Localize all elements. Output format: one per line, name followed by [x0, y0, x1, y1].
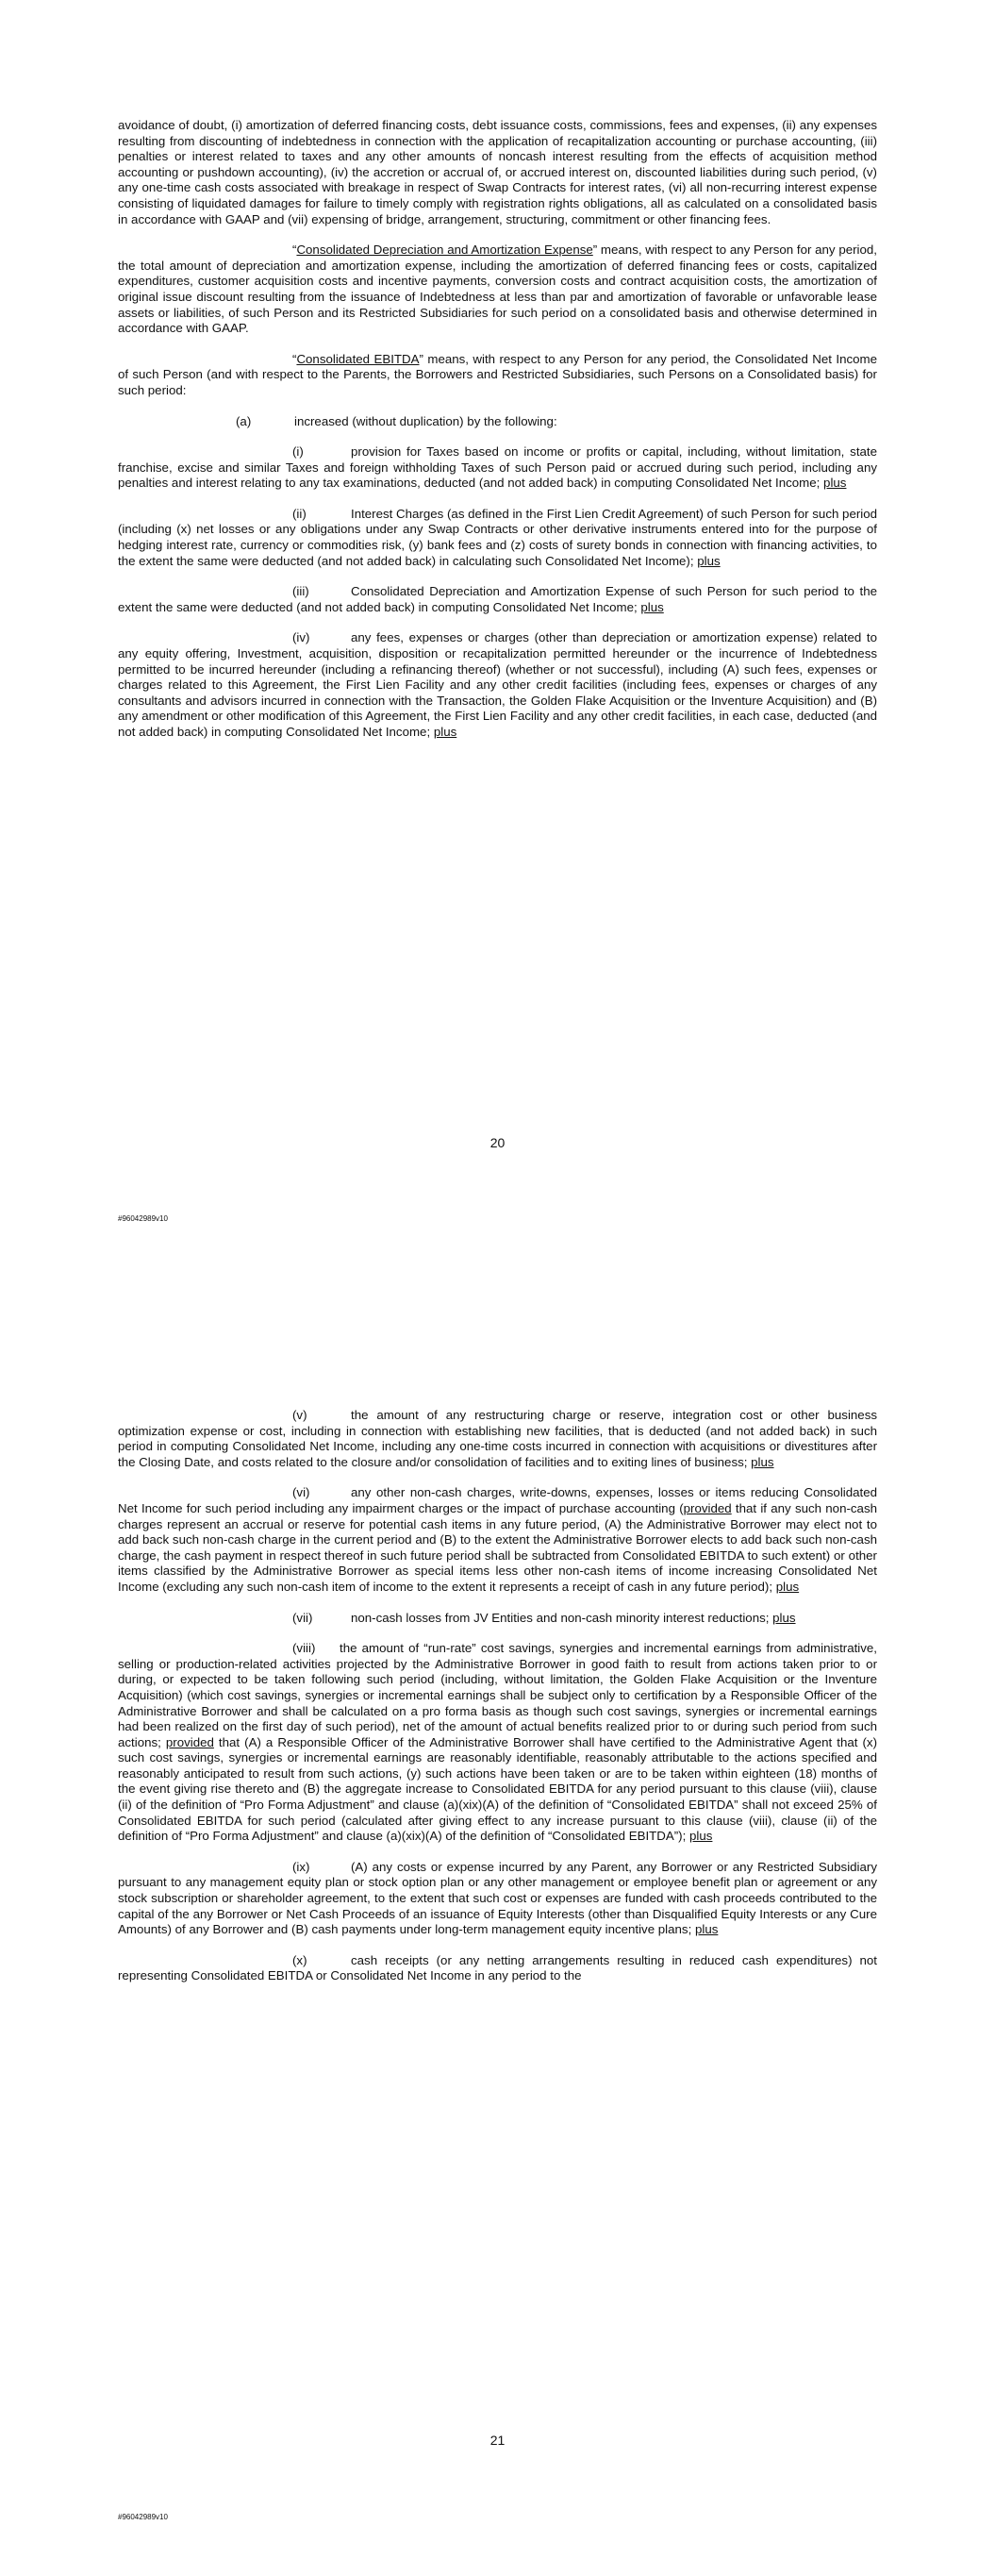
clause-label: (vi)	[292, 1485, 310, 1500]
defined-term: Consolidated EBITDA	[296, 351, 420, 366]
clause-label: (iii)	[292, 584, 309, 599]
definition-consolidated-depreciation: “Consolidated Depreciation and Amortization Expense” means, with respect to any Person for any period, the total amount of depreciation and amortization expense, including the amortization of deferred financing fees or costs, capitalized expenditures, customer acquisition costs and incentive payments, conversion costs and contract acquisition costs, the amortization of original issue discount resulting from the issuance of Indebtedness at less than par and amortization of favorable or unfavorable lease assets or liabilities, of such Person and its Restricted Subsidiaries for such period on a consolidated basis and otherwise determined in accordance with GAAP.	[118, 243, 877, 336]
clause-a: (a) increased (without duplication) by the following:	[236, 413, 557, 428]
clause-iii: (iii) Consolidated Depreciation and Amortization Expense of such Person for such period to the extent the same were deducted (and not added back) in computing Consolidated Net Income; plus	[118, 584, 877, 614]
clause-label: (v)	[292, 1408, 307, 1422]
definition-consolidated-ebitda: “Consolidated EBITDA” means, with respect to any Person for any period, the Consolidated Net Income of such Person (and with respect to the Parents, the Borrowers and Restricted Subsidiaries, such Persons on a Consolidated basis) for such period:	[118, 351, 877, 397]
clause-label: (ii)	[292, 506, 307, 521]
clause-iv: (iv) any fees, expenses or charges (other than depreciation or amortization expense) related to any equity offering, Investment, acquisition, disposition or recapitalization permitted hereunder or the incurrence of Indebtedness permitted to be incurred hereunder (including a refinancing thereof) (whether or not successful), including (A) such fees, expenses or charges related to this Agreement, the First Lien Facility and any other credit facilities (including fees, expenses or charges of any consultants and advisors incurred in connection with the Transaction, the Golden Flake Acquisition or the Inventure Acquisition) and (B) any amendment or other modification of this Agreement, the First Lien Facility and any other credit facilities, in each case, deducted (and not added back) in computing Consolidated Net Income; plus	[118, 630, 877, 739]
document-footer-id: #96042989v10	[118, 2513, 168, 2521]
document-footer-id: #96042989v10	[118, 1214, 168, 1223]
clause-label: (a)	[236, 413, 252, 428]
clause-label: (i)	[292, 444, 304, 460]
clause-label: (ix)	[292, 1859, 310, 1874]
defined-term: Consolidated Depreciation and Amortization Expense	[296, 243, 593, 258]
clause-label: (iv)	[292, 630, 310, 645]
paragraph-avoidance-of-doubt: avoidance of doubt, (i) amortization of deferred financing costs, debt issuance costs, commissions, fees and expenses, (ii) any expenses resulting from discounting of indebtedness in connection with the application of recapitalization accounting or purchase accounting, (iii) penalties or interest related to taxes and any other amounts of noncash interest resulting from the effects of acquisition method accounting or pushdown accounting), (iv) the accretion or accrual of, or accrued interest on, discounted liabilities during such period, (v) any one-time cash costs associated with breakage in respect of Swap Contracts for interest rates, (vi) all non-recurring interest expense consisting of liquidated damages for failure to timely comply with registration rights obligations, all as calculated on a consolidated basis in accordance with GAAP and (vii) expensing of bridge, arrangement, structuring, commitment or other financing fees.	[118, 118, 877, 226]
page-number: 20	[489, 1135, 506, 1150]
clause-ix: (ix) (A) any costs or expense incurred by any Parent, any Borrower or any Restricted Subsidiary pursuant to any management equity plan or stock option plan or any other management or employee benefit plan or agreement or any stock subscription or shareholder agreement, to the extent that such cost or expenses are funded with cash proceeds contributed to the capital of the any Borrower or Net Cash Proceeds of an issuance of Equity Interests (other than Disqualified Equity Interests or any Cure Amounts) of any Borrower and (B) cash payments under long-term management equity incentive plans; plus	[118, 1859, 877, 1937]
clause-ii: (ii) Interest Charges (as defined in the First Lien Credit Agreement) of such Person for such period (including (x) net losses or any obligations under any Swap Contracts or other derivative instruments entered into for the purpose of hedging interest rate, currency or commodities risk, (y) bank fees and (z) costs of surety bonds in connection with financing activities, to the extent the same were deducted (and not added back) in calculating such Consolidated Net Income); plus	[118, 506, 878, 568]
clause-label: (viii)	[292, 1641, 316, 1656]
page-21-body	[118, 1408, 877, 1999]
page-20-body	[118, 118, 877, 756]
clause-i: (i) provision for Taxes based on income or profits or capital, including, without limitation, state franchise, excise and similar Taxes and foreign withholding Taxes of such Person paid or accrued during such period, including any penalties and interest relating to any tax examinations, deducted (and not added back) in computing Consolidated Net Income; plus	[118, 444, 877, 491]
page-number: 21	[489, 2433, 506, 2448]
clause-vi: (vi) any other non-cash charges, write-downs, expenses, losses or items reducing Consolidated Net Income for such period including any impairment charges or the impact of purchase accounting (provided that if any such non-cash charges represent an accrual or reserve for potential cash items in any future period, (A) the Administrative Borrower may elect not to add back such non-cash charge in the current period and (B) to the extent the Administrative Borrower elects to add back such non-cash charge, the cash payment in respect thereof in such future period shall be subtracted from Consolidated EBITDA to such extent) or other items classified by the Administrative Borrower as special items less other non-cash items of income increasing Consolidated Net Income (excluding any such non-cash item of income to the extent it represents a receipt of cash in any future period); plus	[118, 1485, 877, 1594]
clause-v: (v) the amount of any restructuring charge or reserve, integration cost or other business optimization expense or cost, including in connection with establishing new facilities, that is deducted (and not added back) in such period in computing Consolidated Net Income, including any one-time costs incurred in connection with acquisitions or divestitures after the Closing Date, and costs related to the closure and/or consolidation of facilities and to exiting lines of business; plus	[118, 1408, 877, 1469]
clause-label: (vii)	[292, 1610, 313, 1625]
clause-label: (x)	[292, 1952, 307, 1967]
clause-viii: (viii) the amount of “run-rate” cost savings, synergies and incremental earnings from administrative, selling or production-related activities projected by the Administrative Borrower in good faith to result from actions taken prior to or during, or expected to be taken following such period (including, without limitation, the Golden Flake Acquisition or the Inventure Acquisition) (which cost savings, synergies or incremental earnings shall be subject only to certification by a Responsible Officer of the Administrative Borrower and shall be calculated on a pro forma basis as though such cost savings, synergies or incremental earnings had been realized on the first day of such period), net of the amount of actual benefits realized prior to or during such period from such actions; provided that (A) a Responsible Officer of the Administrative Borrower shall have certified to the Administrative Agent that (x) such cost savings, synergies or incremental earnings are reasonably identifiable, reasonably attributable to the actions specified and reasonably anticipated to result from such actions, (y) such actions have been taken or are to be taken within eighteen (18) months of the event giving rise thereto and (B) the aggregate increase to Consolidated EBITDA for any period pursuant to this clause (viii), clause (ii) of the definition of “Pro Forma Adjustment” and clause (a)(xix)(A) of the definition of “Consolidated EBITDA” shall not exceed 25% of Consolidated EBITDA for such period (calculated after giving effect to any increase pursuant to this clause (viii), clause (ii) of the definition of “Pro Forma Adjustment” and clause (a)(xix)(A) of the definition of “Consolidated EBITDA”); plus	[118, 1641, 878, 1844]
page-21	[0, 1288, 995, 2576]
clause-x: (x) cash receipts (or any netting arrangements resulting in reduced cash expenditures) not representing Consolidated EBITDA or Consolidated Net Income in any period to the	[118, 1952, 877, 1983]
clause-vii: (vii) non-cash losses from JV Entities and non-cash minority interest reductions; plus	[292, 1610, 796, 1625]
